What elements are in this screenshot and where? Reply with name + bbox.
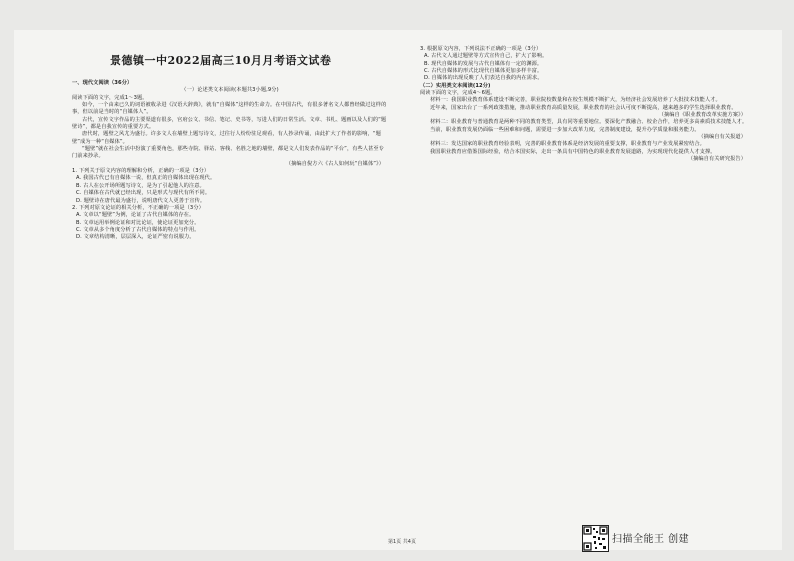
instruction: 阅读下面的文字，完成1～3题。 bbox=[72, 94, 148, 101]
scanner-brand-label: 扫描全能王 创建 bbox=[612, 534, 690, 545]
option: D. 自媒体的出现反映了人们表达自我的内在需求。 bbox=[424, 75, 543, 82]
source-note: （摘编自有关研究报告） bbox=[687, 156, 746, 163]
paragraph: 唐代时，题壁之风尤为盛行。许多文人在墙壁上题写诗文，过往行人纷纷驻足观看，有人抄录传诵，由此扩大了作者的影响，“题壁”成为一种“自媒体”。 bbox=[72, 131, 381, 145]
paragraph: “题壁”就在社会生活中扮演了重要角色，那些寺院、驿站、客栈、名胜之地的墙壁，都是文人们发表作品的“平台”，有些人甚至专门前来抄录。 bbox=[72, 146, 384, 160]
option: C. 文章从多个角度分析了古代自媒体的特点与作用。 bbox=[76, 226, 200, 233]
paragraph: 材料二：职业教育与普通教育是两种不同的教育类型，具有同等重要地位。要深化产教融合、校企合作，培养更多高素质技术技能人才。 bbox=[430, 119, 748, 126]
paragraph: 近年来，国家出台了一系列政策措施，推动职业教育高质量发展，职业教育的社会认可度不断提高，越来越多的学生选择职业教育。 bbox=[430, 104, 737, 111]
option: B. 古人在公开场所题写诗文，是为了引起他人的注意。 bbox=[76, 182, 205, 189]
source-note: （摘编自倪方六《古人如何玩“自媒体”》） bbox=[285, 160, 384, 167]
paragraph: 如今，一个由来已久的词语被收录进《汉语大辞典》，就有“自媒体”这样的生命力。在中国古代，有很多著名文人都曾经做过这样的事，但以前是当时的“自媒体人”。 bbox=[72, 102, 387, 116]
option: C. 古代自媒体的形式比现代自媒体更加多样丰富。 bbox=[424, 68, 543, 75]
exam-title: 景德镇一中2022届高三10月月考语文试卷 bbox=[110, 54, 332, 67]
exam-paper bbox=[14, 30, 782, 550]
option: B. 文章运用举例论证和对比论证，使论证更加充分。 bbox=[76, 219, 200, 226]
source-note: （摘编自有关报道） bbox=[698, 134, 746, 141]
option: A. 我国古代已有自媒体一说，但真正的自媒体出现在现代。 bbox=[76, 175, 216, 182]
subsection-heading: （一）论述类文本阅读(本题共3小题,9分) bbox=[181, 87, 279, 94]
paragraph: 我国职业教育应借鉴国际经验，结合本国实际，走出一条具有中国特色的职业教育发展道路，为实现现代化提供人才支撑。 bbox=[430, 148, 716, 155]
question-2: 2. 下列对原文论证的相关分析，不正确的一项是（3分） bbox=[72, 204, 204, 211]
section-heading: 一、现代文阅读（36分） bbox=[72, 80, 133, 86]
question-1: 1. 下列关于原文内容的理解和分析，正确的一项是（3分） bbox=[72, 168, 210, 175]
paragraph: 材料三：发达国家的职业教育经验表明，完善的职业教育体系是经济发展的重要支撑，职业教育与产业发展紧密结合。 bbox=[430, 141, 705, 148]
subsection-heading: （二）实用类文本阅读(12分) bbox=[420, 82, 491, 89]
paragraph: 古代，宣传文字作品的主要渠道有很多，官府公文、书信、笔记、史书等，写进人们的日常生活。文章、书札、题画以及人们的“题壁诗”，都是自我宣传的重要方式。 bbox=[72, 116, 387, 131]
paragraph: 当前，职业教育发展仍面临一些困难和问题，需要进一步加大改革力度，完善制度建设，提升办学质量和服务能力。 bbox=[430, 126, 700, 133]
right-column bbox=[420, 46, 750, 164]
option: A. 古代文人通过题壁等方式宣传自己，扩大了影响。 bbox=[424, 53, 548, 60]
paragraph: 材料一：我国职业教育体系建设不断完善，职业院校数量和在校生规模不断扩大，为经济社会发展培养了大批技术技能人才。 bbox=[430, 97, 721, 104]
left-column bbox=[72, 44, 388, 242]
qr-code-icon bbox=[582, 525, 609, 552]
option: B. 现代自媒体的发展与古代自媒体有一定的渊源。 bbox=[424, 60, 543, 67]
instruction: 阅读下面的文字，完成4～6题。 bbox=[420, 90, 496, 97]
option: D. 题壁诗在唐代最为盛行，说明唐代文人更善于宣传。 bbox=[76, 197, 206, 204]
page-footer: 第1页 共4页 bbox=[388, 539, 416, 545]
source-note: （摘编自《职业教育改革实施方案》） bbox=[658, 112, 746, 119]
option: A. 文章以“题壁”为例，论证了古代自媒体的存在。 bbox=[76, 212, 195, 219]
option: C. 自媒体在古代就已经出现，只是形式与现代有所不同。 bbox=[76, 190, 211, 197]
question-3: 3. 根据原文内容，下列说法不正确的一项是（3分） bbox=[420, 46, 542, 52]
option: D. 文章结构清晰，层层深入，论证严密有说服力。 bbox=[76, 234, 195, 241]
